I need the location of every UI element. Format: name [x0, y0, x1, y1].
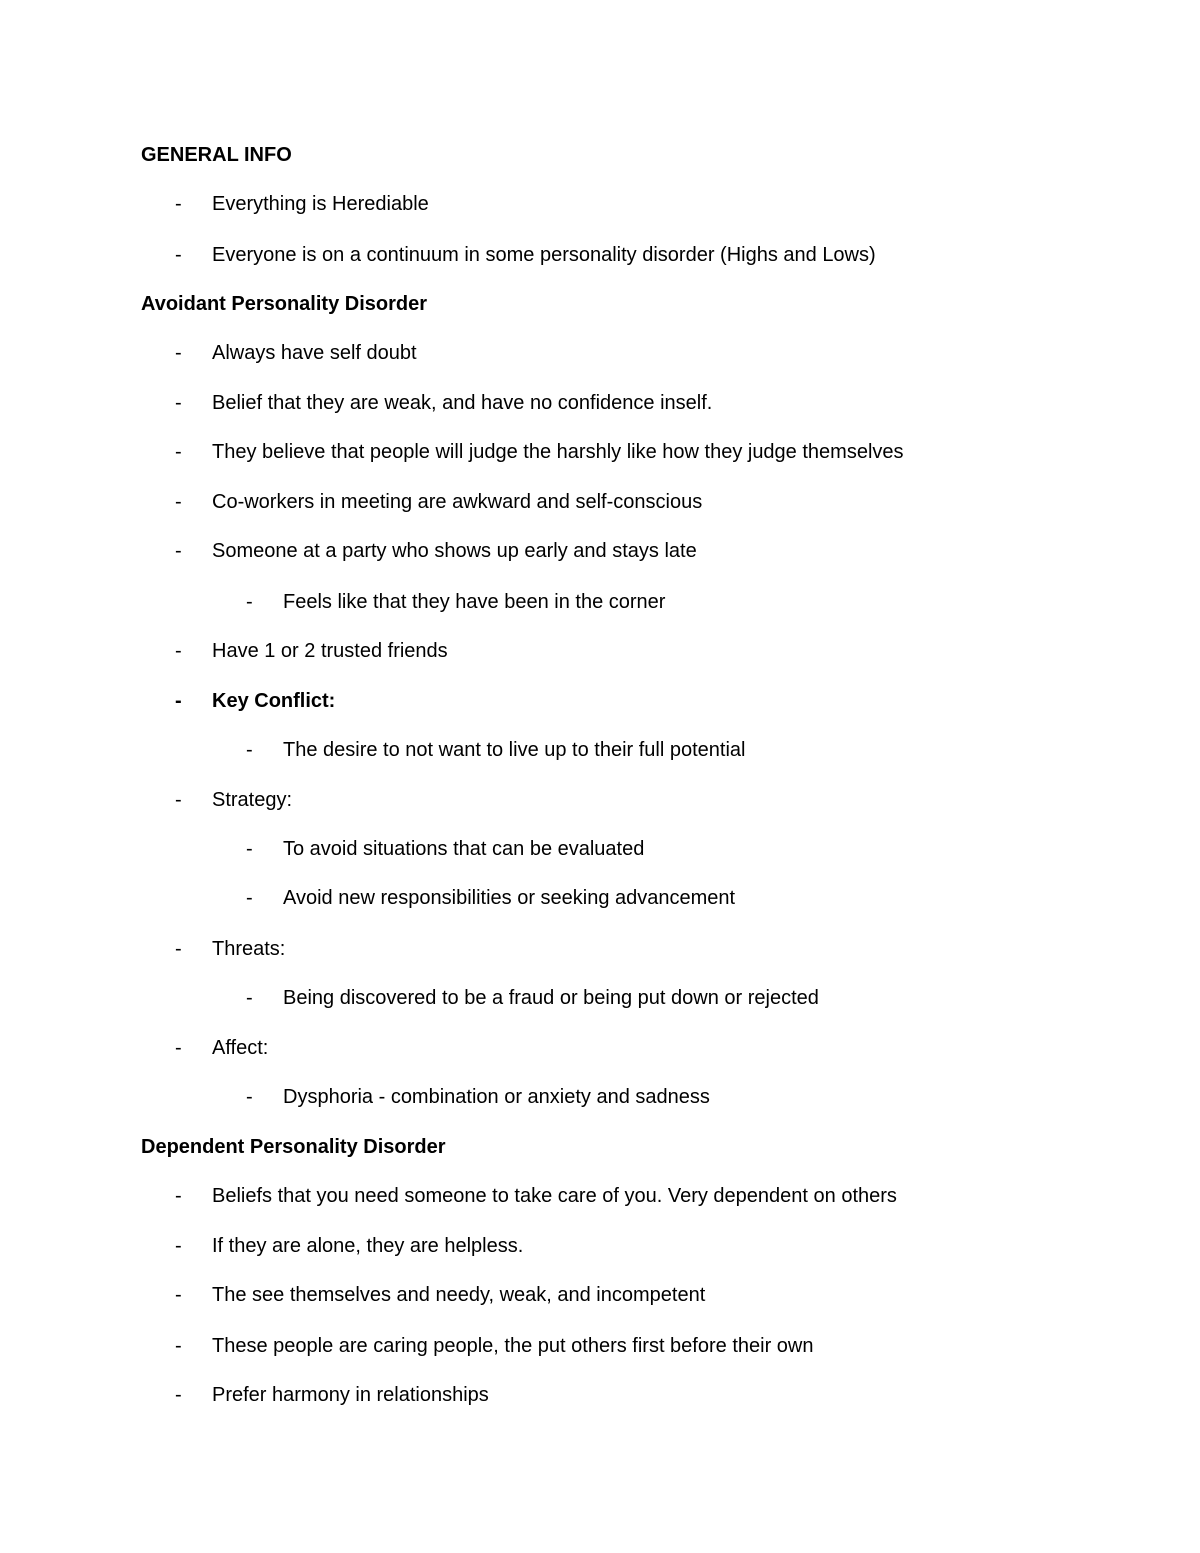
- list-item-text: If they are alone, they are helpless.: [212, 1235, 524, 1257]
- bullet-dash: -: [175, 1284, 182, 1306]
- bullet-dash: -: [175, 640, 182, 662]
- list-item-text: Strategy:: [212, 789, 293, 811]
- list-item-text: Co-workers in meeting are awkward and self-conscious: [212, 491, 703, 513]
- list-item-text: The see themselves and needy, weak, and incompetent: [212, 1284, 706, 1306]
- list-item-text: Everyone is on a continuum in some personality disorder (Highs and Lows): [212, 244, 876, 266]
- list-item-text: Dysphoria - combination or anxiety and sadness: [283, 1086, 710, 1108]
- bullet-dash: -: [246, 838, 253, 860]
- list-item-text: The desire to not want to live up to their full potential: [283, 739, 746, 761]
- list-item-text: Always have self doubt: [212, 342, 417, 364]
- list-item-text: To avoid situations that can be evaluated: [283, 838, 645, 860]
- list-item-text: Prefer harmony in relationships: [212, 1384, 489, 1406]
- bullet-dash: -: [175, 193, 182, 215]
- list-item-text: Affect:: [212, 1037, 269, 1059]
- bullet-dash: -: [175, 392, 182, 414]
- bullet-dash: -: [175, 540, 182, 562]
- bullet-dash: -: [175, 1384, 182, 1406]
- list-item-text: They believe that people will judge the harshly like how they judge themselves: [212, 441, 904, 463]
- bullet-dash: -: [246, 987, 253, 1009]
- bullet-dash: -: [175, 1185, 182, 1207]
- list-item-text: Key Conflict:: [212, 690, 336, 712]
- list-item-text: Everything is Herediable: [212, 193, 429, 215]
- bullet-dash: -: [175, 491, 182, 513]
- bullet-dash: -: [246, 591, 253, 613]
- list-item-text: These people are caring people, the put others first before their own: [212, 1335, 814, 1357]
- list-item-text: Have 1 or 2 trusted friends: [212, 640, 448, 662]
- section-heading-avoidant: Avoidant Personality Disorder: [141, 293, 427, 315]
- list-item-text: Someone at a party who shows up early and stays late: [212, 540, 697, 562]
- section-heading-general-info: GENERAL INFO: [141, 144, 292, 166]
- list-item-text: Avoid new responsibilities or seeking advancement: [283, 887, 736, 909]
- list-item-text: Being discovered to be a fraud or being put down or rejected: [283, 987, 819, 1009]
- bullet-dash: -: [246, 739, 253, 761]
- bullet-dash: -: [175, 938, 182, 960]
- bullet-dash: -: [175, 342, 182, 364]
- list-item-text: Feels like that they have been in the corner: [283, 591, 666, 613]
- bullet-dash: -: [175, 1235, 182, 1257]
- bullet-dash: -: [175, 690, 182, 712]
- list-item-text: Belief that they are weak, and have no confidence inself.: [212, 392, 713, 414]
- bullet-dash: -: [175, 789, 182, 811]
- list-item-text: Beliefs that you need someone to take care of you. Very dependent on others: [212, 1185, 897, 1207]
- bullet-dash: -: [175, 1335, 182, 1357]
- bullet-dash: -: [246, 1086, 253, 1108]
- bullet-dash: -: [175, 1037, 182, 1059]
- section-heading-dependent: Dependent Personality Disorder: [141, 1136, 446, 1158]
- bullet-dash: -: [175, 441, 182, 463]
- bullet-dash: -: [246, 887, 253, 909]
- list-item-text: Threats:: [212, 938, 286, 960]
- bullet-dash: -: [175, 244, 182, 266]
